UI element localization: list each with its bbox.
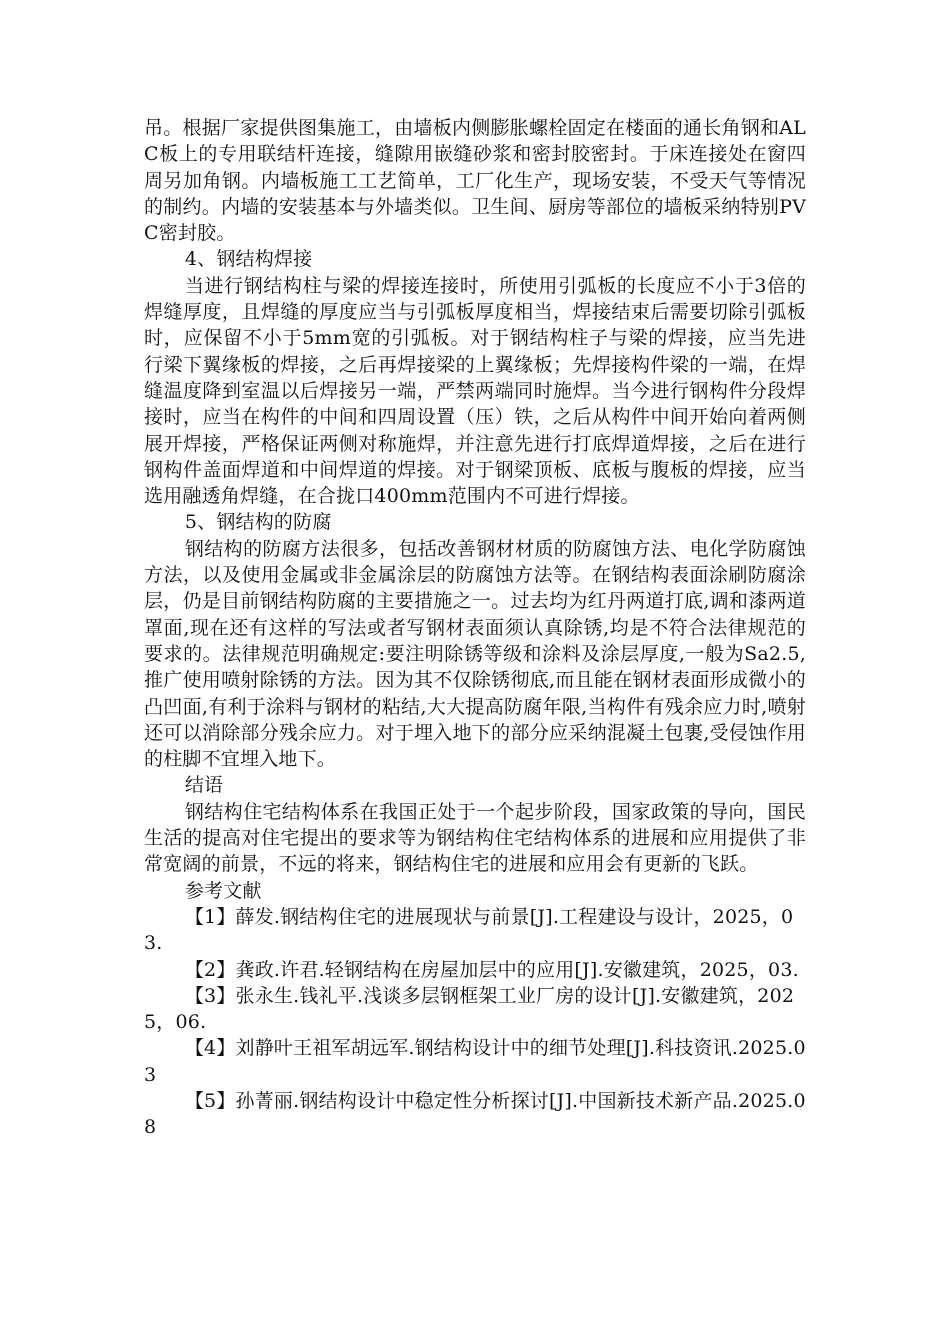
conclusion-paragraph: 钢结构住宅结构体系在我国正处于一个起步阶段，国家政策的导向，国民生活的提高对住宅提出的要求等为钢结构住宅结构体系的进展和应用提供了非常宽阔的前景，不远的将来，钢结构住宅的进展和应用会有更新的飞跃。 <box>144 800 806 876</box>
section-heading-conclusion: 结语 <box>184 774 224 797</box>
reference-item: 【2】龚政.许君.轻钢结构在房屋加层中的应用[J].安徽建筑，2025，03. <box>184 958 799 981</box>
reference-item: 【3】张永生.钱礼平.浅谈多层钢框架工业厂房的设计[J].安徽建筑，2025，06. <box>144 984 795 1034</box>
reference-item: 【1】薛发.钢结构住宅的进展现状与前景[J].工程建设与设计，2025，03. <box>144 905 794 955</box>
welding-paragraph: 当进行钢结构柱与梁的焊接连接时，所使用引弧板的长度应不小于3倍的焊缝厚度，且焊缝的厚度应当与引弧板厚度相当，焊接结束后需要切除引弧板时，应保留不小于5mm宽的引弧板。对于钢结构柱子与梁的焊接，应当先进行梁下翼缘板的焊接，之后再焊接梁的上翼缘板；先焊接构件梁的一端，在焊缝温度降到室温以后焊接另一端，严禁两端同时施焊。当今进行钢构件分段焊接时，应当在构件的中间和四周设置（压）铁，之后从构件中间开始向着两侧展开焊接，严格保证两侧对称施焊，并注意先进行打底焊道焊接，之后在进行钢构件盖面焊道和中间焊道的焊接。对于钢梁顶板、底板与腹板的焊接，应当选用融透角焊缝，在合拢口400mm范围内不可进行焊接。 <box>144 274 806 508</box>
section-heading-welding: 4、钢结构焊接 <box>184 248 313 271</box>
intro-paragraph: 吊。根据厂家提供图集施工，由墙板内侧膨胀螺栓固定在楼面的通长角钢和ALC板上的专用联结杆连接，缝隙用嵌缝砂浆和密封胶密封。于床连接处在窗四周另加角钢。内墙板施工工艺简单，工厂化生产，现场安装，不受天气等情况的制约。内墙的安装基本与外墙类似。卫生间、厨房等部位的墙板采纳特别PVC密封胶。 <box>144 117 806 245</box>
document-body <box>144 115 806 1141</box>
reference-item: 【5】孙菁丽.钢结构设计中稳定性分析探讨[J].中国新技术新产品.2025.08 <box>144 1089 806 1139</box>
section-heading-anticorrosion: 5、钢结构的防腐 <box>184 511 332 534</box>
section-heading-references: 参考文献 <box>184 879 262 902</box>
anticorrosion-paragraph: 钢结构的防腐方法很多，包括改善钢材材质的防腐蚀方法、电化学防腐蚀方法，以及使用金属或非金属涂层的防腐蚀方法等。在钢结构表面涂刷防腐涂层，仍是目前钢结构防腐的主要措施之一。过去均为红丹两道打底,调和漆两道罩面,现在还有这样的写法或者写钢材表面须认真除锈,均是不符合法律规范的要求的。法律规范明确规定:要注明除锈等级和涂料及涂层厚度,一般为Sa2.5,推广使用喷射除锈的方法。因为其不仅除锈彻底,而且能在钢材表面形成微小的凸凹面,有利于涂料与钢材的粘结,大大提高防腐年限,当构件有残余应力时,喷射还可以消除部分残余应力。对于埋入地下的部分应采纳混凝土包裹,受侵蚀作用的柱脚不宜埋入地下。 <box>144 537 806 771</box>
reference-item: 【4】刘静叶王祖军胡远军.钢结构设计中的细节处理[J].科技资讯.2025.03 <box>144 1037 806 1086</box>
